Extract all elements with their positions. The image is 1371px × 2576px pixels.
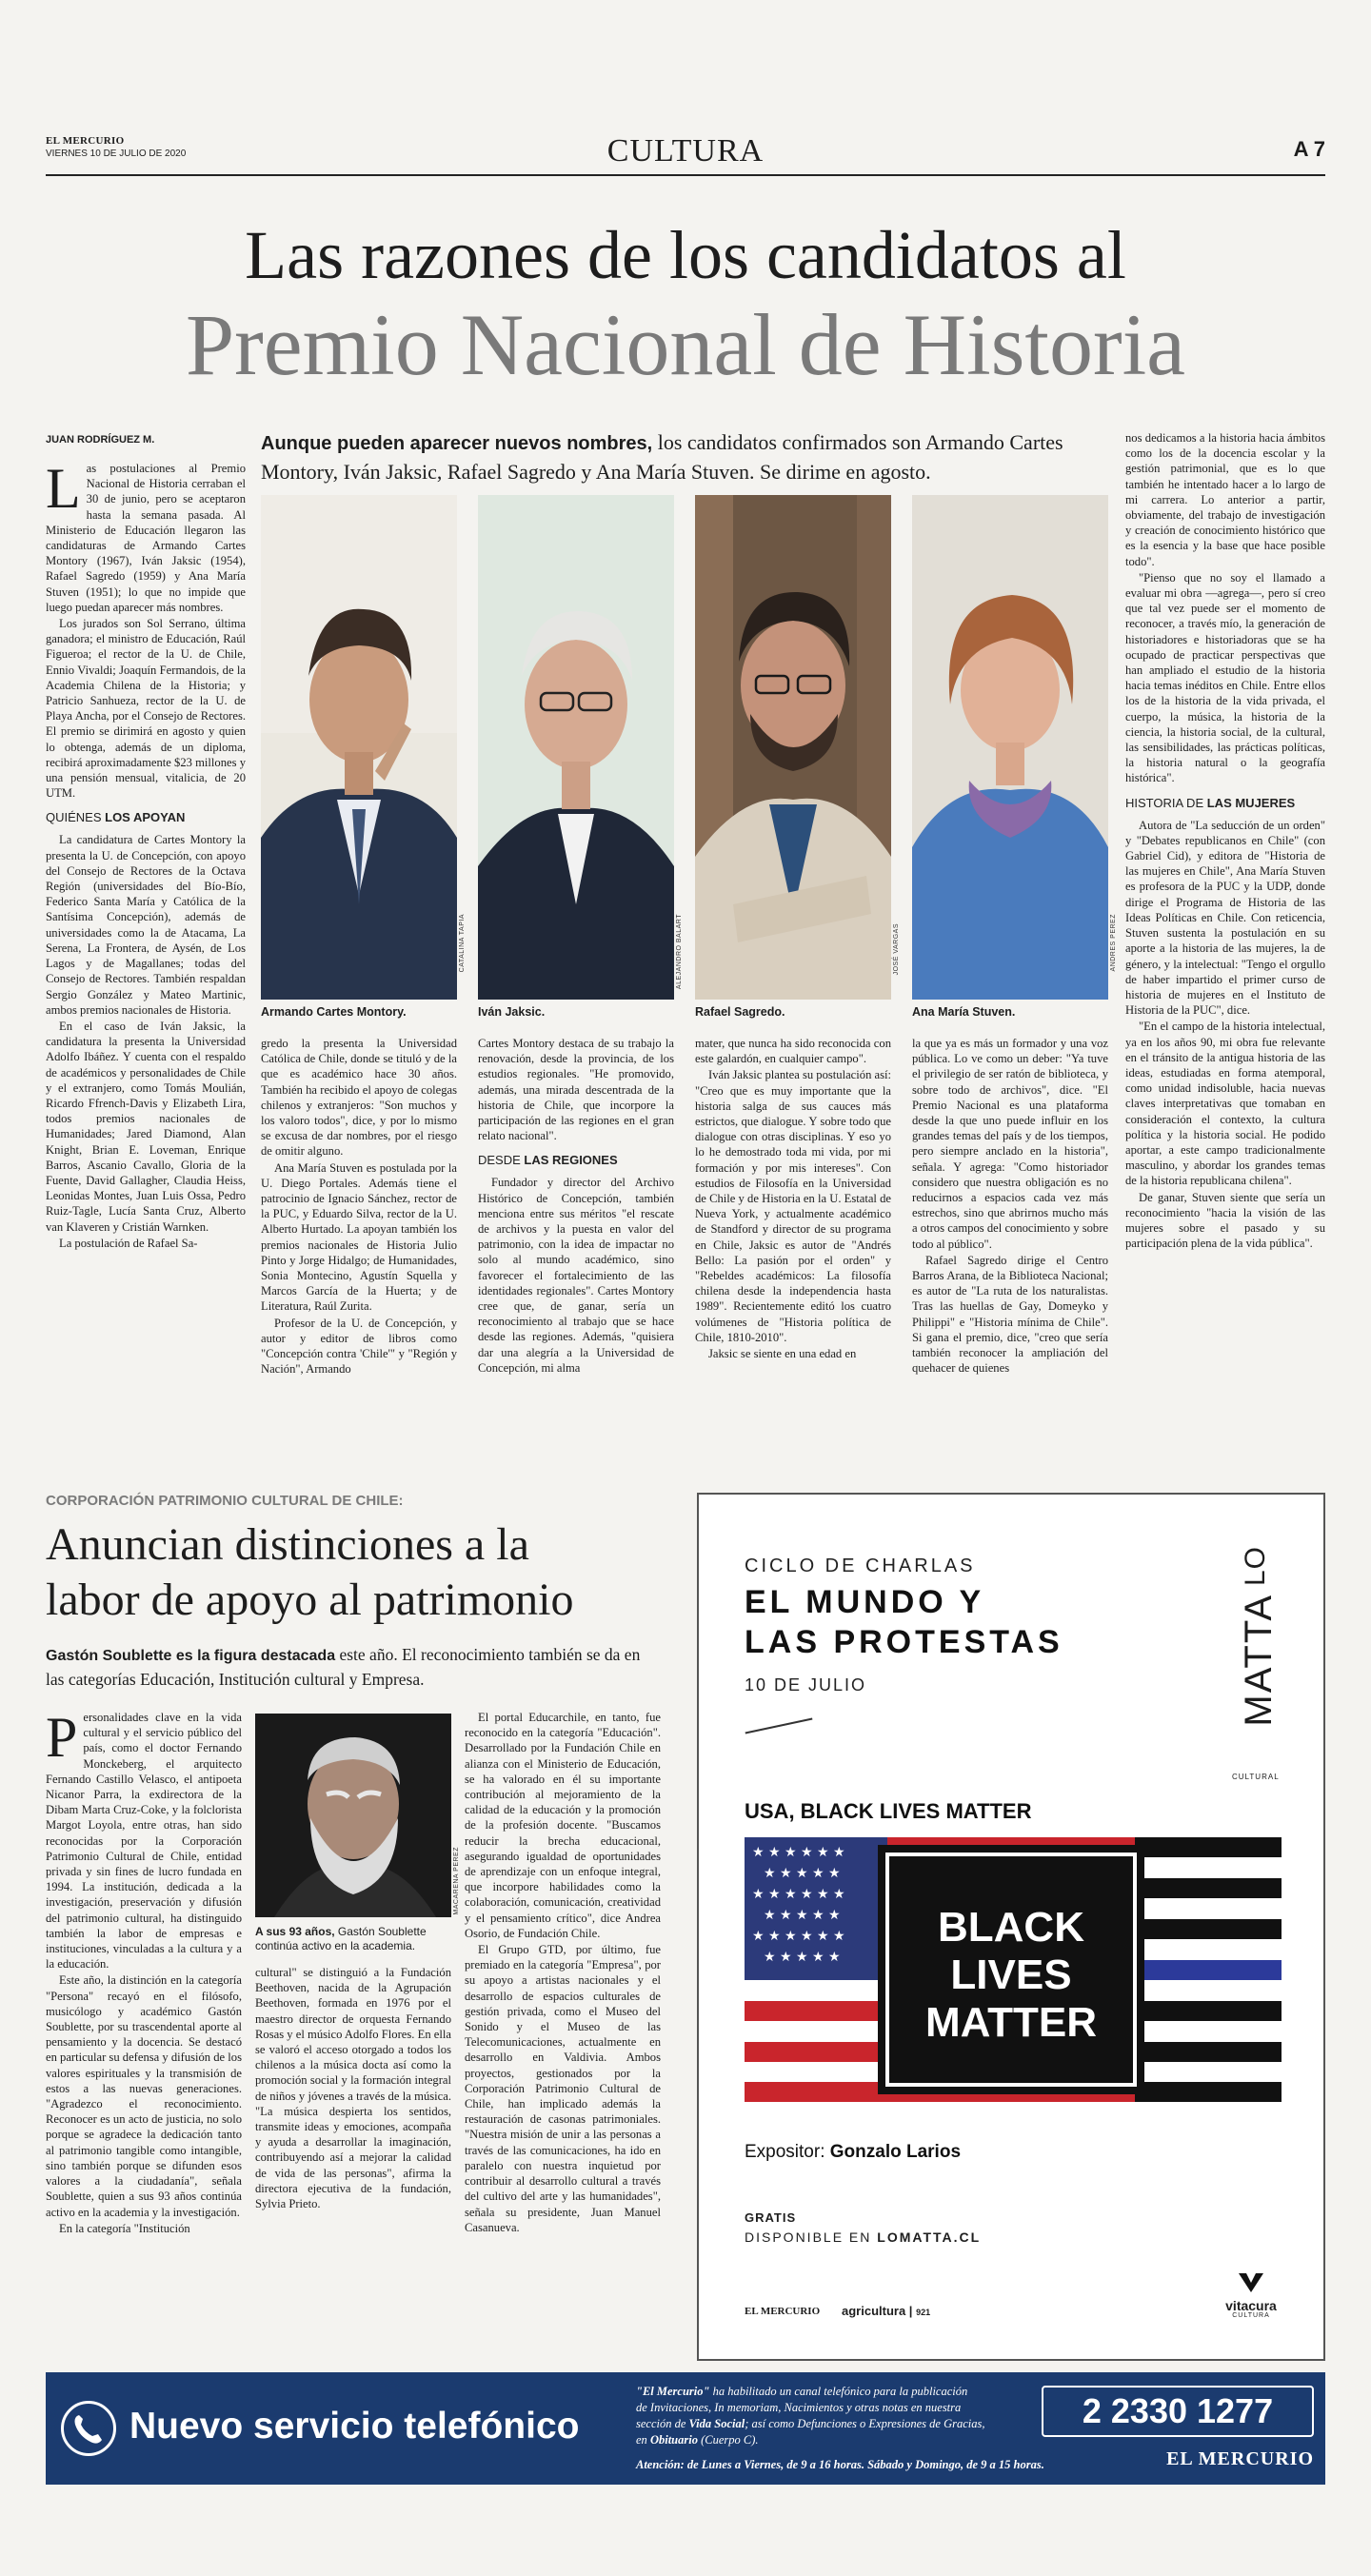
ad-title-2: LAS PROTESTAS xyxy=(745,1624,1063,1660)
main-col1-p4: En el caso de Iván Jaksic, la candidatura la presenta la Universidad Adolfo Ibáñez. Y cuenta con el respaldo de académicos y personalidades de Chile y el extranjero, como Tomás Moulián, Ricardo Ffrench-Davis y Elizabeth Lira, todos premios nacionales de Humanidades; Jared Diamond, Alan Knight, Brian E. Loveman, Enrique Barros, Ascanio Cavallo, Gloria de la Fuente, David Gallagher, Claudia Heiss, Leonidas Montes, Juan Luis Ossa, Pedro Ruiz-Tagle, Lucía Santa Cruz, Alberto van Klaveren y Cristián Warnken. xyxy=(46,1019,246,1234)
lomatta-logo-cultural: CULTURAL xyxy=(1232,1773,1280,1781)
subhead-regiones-light: DESDE xyxy=(478,1153,525,1168)
svg-text:★ ★ ★ ★ ★: ★ ★ ★ ★ ★ xyxy=(764,1950,841,1965)
lomatta-logo-lo: LO xyxy=(1240,1546,1271,1587)
ad-site-link[interactable]: LOMATTA.CL xyxy=(877,2229,982,2245)
banner-text-3c: ; así como Defunciones o Expresiones de Gracias, xyxy=(745,2417,985,2430)
main-col5-p2: Rafael Sagredo dirige el Centro Barros Arana, de la Biblioteca Nacional; es autor de "La ruta de los naturalistas. Tras las huellas de Gay, Domeyko y Philippi" e "Historia mínima de Chile". Si gana el premio, dice, "creo que sería también reconocer la ampliación del quehacer de quienes xyxy=(912,1253,1108,1376)
vitacura-icon xyxy=(1237,2271,1265,2294)
banner-text xyxy=(636,2384,1083,2448)
photo-credit-stuven: ANDRES PEREZ xyxy=(1110,914,1117,972)
photo-soublette xyxy=(255,1714,451,1917)
main-dropcap: L xyxy=(46,461,81,520)
main-col1-p3: La candidatura de Cartes Montory la presenta la U. de Concepción, con apoyo del Consejo de Rectores de la Octava Región (universidades del Bío-Bío, Federico Santa María y Católica de la Santísima Concepción), además de universidades como la de Atacama, La Serena, La Frontera, de Aysén, de Los Lagos y de Magallanes; todas del Consejo de Rectores. También respaldan Sergio González y Mateo Martinic, ambos premios nacionales de Historia. xyxy=(46,833,246,1017)
main-col6-p4: "En el campo de la historia intelectual, ya en los años 90, mi obra fue relevante en el tránsito de la antigua historia de las ideas, estudiadas en forma atemporal, como unidad indisoluble, hacia nuevas claves interpretativas que tomaban en consideración el contexto, la cultura política y la historia social. He podido aportar, a este campo tradicionalmente masculino, y abordar los grandes temas de la historia republicana chilena". xyxy=(1125,1020,1325,1188)
blm-line-1: BLACK xyxy=(938,1904,1084,1951)
soublette-caption-rest: Gastón Soublette continúa activo en la academia. xyxy=(255,1925,427,1952)
main-headline-line-2: Premio Nacional de Historia xyxy=(185,296,1186,393)
svg-text:★ ★ ★ ★ ★: ★ ★ ★ ★ ★ xyxy=(764,1866,841,1881)
banner-text-vida-social: Vida Social xyxy=(688,2417,745,2430)
caption-stuven: Ana María Stuven. xyxy=(912,1005,1016,1019)
photo-jaksic xyxy=(478,495,674,1000)
ad-series: CICLO DE CHARLAS xyxy=(745,1556,976,1576)
photo-credit-sagredo: JOSÉ VARGAS xyxy=(893,923,900,976)
lomatta-logo-matta: MATTA xyxy=(1238,1594,1280,1727)
main-col6-p1: nos dedicamos a la historia hacia ámbitos como los de la docencia escolar y la gestión patrimonial, que es lo que también he intentado hacer a lo largo de mi carrera. Lo anterior a partir, obviamente, del trabajo de investigación y creación de conocimiento histórico que es la esencia y la base que hace posible todo". xyxy=(1125,431,1325,568)
page-number: A 7 xyxy=(1293,137,1325,161)
banner-text-obituario: Obituario xyxy=(649,2433,698,2447)
ad-date: 10 DE JULIO xyxy=(745,1675,867,1694)
banner-text-4c: (Cuerpo C). xyxy=(697,2433,759,2447)
main-col1-p5: La postulación de Rafael Sa- xyxy=(59,1236,198,1250)
main-col4-p1: mater, que nunca ha sido reconocida con este galardón, en cualquier campo". xyxy=(695,1037,891,1066)
main-deck-bold: Aunque pueden aparecer nuevos nombres, xyxy=(261,433,653,454)
lomatta-logo xyxy=(1221,1546,1287,1793)
svg-text:★ ★ ★ ★ ★ ★: ★ ★ ★ ★ ★ ★ xyxy=(752,1845,845,1860)
phone-service-banner[interactable] xyxy=(46,2372,1325,2485)
ad-available[interactable] xyxy=(745,2229,981,2245)
main-column-2 xyxy=(261,1036,457,1441)
photo-cartes xyxy=(261,495,457,1000)
main-column-5 xyxy=(912,1036,1108,1441)
masthead-rule xyxy=(46,174,1325,176)
main-col1-p1: as postulaciones al Premio Nacional de Historia cerraban el 30 de junio, pero se aceptaron hasta la semana pasada. Al Ministerio de Educación llegaron las candidaturas de Armando Cartes Montory (1967), Iván Jaksic (1954), Rafael Sagredo (1959) y Ana María Stuven (1951); lo que no impide que luego puedan aparecer más nombres. xyxy=(46,462,246,614)
paper-name: EL MERCURIO xyxy=(46,135,125,147)
byline: JUAN RODRÍGUEZ M. xyxy=(46,434,155,446)
banner-text-paper: "El Mercurio" xyxy=(636,2385,710,2398)
main-column-1 xyxy=(46,461,246,1441)
banner-text-4a: en xyxy=(636,2433,650,2447)
second-headline-line-2: labor de apoyo al patrimonio xyxy=(46,1575,574,1625)
ad-lomatta[interactable] xyxy=(697,1493,1325,2361)
second-deck-bold: Gastón Soublette es la figura destacada xyxy=(46,1648,336,1664)
ad-speaker xyxy=(745,2142,961,2163)
banner-brand: EL MERCURIO xyxy=(1166,2448,1314,2469)
main-deck xyxy=(261,428,1097,486)
ad-free: GRATIS xyxy=(745,2210,797,2225)
photo-stuven xyxy=(912,495,1108,1000)
second-column-3 xyxy=(465,1710,661,2414)
ad-title-1: EL MUNDO Y xyxy=(745,1584,985,1620)
second-c1-p1: ersonalidades clave en la vida cultural y el servicio público del país, como el doctor Fernando Monckeberg, el arquitecto Fernando Castillo Velasco, el antipoeta Nicanor Parra, la exdirectora de la Dibam Marta Cruz-Coke, y la folclorista Margot Loyola, entre otras, han sido reconocidas por la Corporación Patrimonio Cultural de Chile, entidad privada y sin fines de lucro fundada en 1994. La institución, dedicada a la investigación, preservación y difusión del patrimonio cultural, ha distinguido también la labor de empresas e instituciones, vinculadas a la cultura y a la educación. xyxy=(46,1711,242,1972)
banner-phone[interactable]: 2 2330 1277 xyxy=(1042,2386,1314,2437)
section-name: CULTURA xyxy=(606,133,765,168)
caption-sagredo: Rafael Sagredo. xyxy=(695,1005,785,1019)
sponsor-vitacura-sub: CULTURA xyxy=(1232,2312,1270,2319)
banner-text-line-2: de Invitaciones, In memoriam, Nacimientos y otras notas en nuestra xyxy=(636,2401,962,2414)
banner-text-1b: ha habilitado un canal telefónico para la publicación xyxy=(709,2385,968,2398)
main-headline-line-1: Las razones de los candidatos al xyxy=(245,217,1126,293)
phone-icon xyxy=(61,2401,116,2456)
sponsor-vitacura-name: vitacura xyxy=(1225,2298,1277,2313)
main-col6-p3: Autora de "La seducción de un orden" y "Debates republicanos en Chile" (con Gabriel Cid), y editora de "Historia de las mujeres en Chile", Ana María Stuven es profesora de la PUC y la UDP, donde dirige el Programa de Historia de las Ideas Políticas en Chile. Con reticencia, Stuven sustenta la postulación en su aporte a la historia de las mujeres, la de género, y la intelectual: "Tengo el orgullo de haber impartido el primer curso de historia de mujeres en el Instituto de Historia de la PUC", dice. xyxy=(1125,818,1325,1018)
blm-line-3: MATTER xyxy=(924,1999,1098,2046)
subhead-regiones-bold: LAS REGIONES xyxy=(524,1153,618,1168)
subhead-regiones xyxy=(478,1153,674,1167)
banner-text-line-3 xyxy=(636,2416,1083,2432)
second-column-1 xyxy=(46,1710,242,2414)
main-col2-p2: Ana María Stuven es postulada por la U. Diego Portales. Además tiene el patrocinio de Ignacio Sánchez, rector de la PUC, y Eduardo Silva, rector de la U. Alberto Hurtado. La apoyan también los premios nacionales de Historia Julio Pinto y Jorge Hidalgo; de Humanidades, Sonia Montecino, Agustín Squella y Marcos García de la Huerta; y de Literatura, Raúl Zurita. xyxy=(261,1160,457,1314)
banner-hours: Atención: de Lunes a Viernes, de 9 a 16 horas. Sábado y Domingo, de 9 a 15 horas. xyxy=(636,2458,1044,2471)
subhead-mujeres-light: HISTORIA DE xyxy=(1125,795,1207,810)
blm-flag-graphic xyxy=(745,1837,1282,2102)
photo-credit-cartes: CATALINA TAPIA xyxy=(459,914,466,973)
second-deck-rest: este año. El reconocimiento también se da en las categorías Educación, Institución cultural y Empresa. xyxy=(46,1645,641,1689)
banner-text-line-1 xyxy=(636,2384,1083,2400)
second-c3-p1: El portal Educarchile, en tanto, fue reconocido en la categoría "Educación". Desarrollado por la Fundación Chile en alianza con el Ministerio de Educación, se ha valorado en él su importante contribución al mejoramiento de la calidad de la educación y la promoción de la profesión docente. "Buscamos reducir la brecha educacional, asegurando igualdad de oportunidades de aprendizaje con un enfoque integral, que incorpore habilidades como la colaboración, comunicación, creatividad y el pensamiento crítico", dice Andrea Osorio, de Fundación Chile. xyxy=(465,1711,661,1940)
sponsor-agricultura-name: agricultura xyxy=(842,2304,906,2318)
ad-speaker-name: Gonzalo Larios xyxy=(829,2142,962,2162)
second-headline-line-1: Anuncian distinciones a la xyxy=(46,1519,529,1570)
caption-jaksic: Iván Jaksic. xyxy=(478,1005,546,1019)
sponsor-agricultura: agricultura | 921 xyxy=(842,2304,931,2318)
banner-text-line-4 xyxy=(636,2432,1083,2448)
second-c1-p3: En la categoría "Institución xyxy=(59,2221,190,2235)
second-deck xyxy=(46,1643,655,1692)
banner-text-3a: sección de xyxy=(636,2417,689,2430)
soublette-caption-bold: A sus 93 años, xyxy=(255,1925,335,1938)
second-kicker: CORPORACIÓN PATRIMONIO CULTURAL DE CHILE: xyxy=(46,1493,404,1509)
sponsor-el-mercurio: EL MERCURIO xyxy=(745,2306,821,2317)
subhead-quienes xyxy=(46,810,246,824)
svg-text:★ ★ ★ ★ ★ ★: ★ ★ ★ ★ ★ ★ xyxy=(752,1887,845,1902)
main-col5-p1: la que ya es más un formador y una voz pública. Lo ve como un deber: "Ya tuve el privilegio de ser ratón de biblioteca, y sobre todo de archivos", dice. "El Premio Nacional es una plataforma desde la que uno puede influir en los grandes temas del país y de los tiempos, pero siempre anclado en la historia", señala. Y agrega: "Como historiador considero que nuestra obligación es no reducirnos a espacios cada vez más estrechos, sino que abrirnos mucho más a otros campos del conocimiento y sobre todo al público". xyxy=(912,1037,1108,1251)
ad-divider-stroke xyxy=(745,1718,813,1734)
main-col3-p2: Fundador y director del Archivo Histórico de Concepción, también menciona entre sus méritos "el rescate de archivos y la puesta en valor del patrimonio, con la idea de impactar no solo al mundo académico, sino favorecer el fortalecimiento de las identidades regionales". Cartes Montory cree que, de ganar, sería un reconocimiento al trabajo que se hace desde las regiones. Además, "quisiera dar una alegría a la Universidad de Concepción, mi alma xyxy=(478,1176,674,1375)
main-col1-p2: Los jurados son Sol Serrano, última ganadora; el ministro de Educación, Raúl Figueroa; el rector de la U. de Chile, Ennio Vivaldi; Joaquín Fermandois, de la Academia Chilena de la Historia; y Patricio Sanhueza, rector de la U. de Playa Ancha, por el Consejo de Rectores. El premio se dirimirá en agosto y quien lo obtenga, además de un diploma, recibirá aproximadamente $23 millones y una pensión mensual, vitalicia, de 20 UTM. xyxy=(46,617,246,801)
second-column-2 xyxy=(255,1965,451,2414)
subhead-quienes-bold: LOS APOYAN xyxy=(105,810,186,825)
main-column-3 xyxy=(478,1036,674,1441)
blm-line-2: LIVES xyxy=(950,1952,1072,1998)
main-col2-p1: gredo la presenta la Universidad Católica de Chile, donde se tituló y de la que es académico hace 30 años. También ha recibido el apoyo de colegas chilenos y extranjeros: "Son muchos y los valoro todos", dice, y por lo mismo se excusa de dar nombres, por el riesgo de omitir alguno. xyxy=(261,1037,457,1159)
photo-sagredo xyxy=(695,495,891,1000)
ad-speaker-label: Expositor: xyxy=(745,2142,830,2162)
masthead xyxy=(46,133,1325,175)
main-col6-p2: "Pienso que no soy el llamado a evaluar mi obra —agrega—, pero sí creo que tal vez puede ser el momento de reconocer, a través mío, la generación de historiadores e historiadoras que se ha ocupado de practicar perspectivas que han ampliado el estudio de la historia hacia temas inéditos en Chile. Entre ellos los de la historia de la vida privada, el cuerpo, la música, la historia de la ciencia, la historia social, de la cultural, las sensibilidades, las prácticas políticas, la historia natural o la geografía histórica". xyxy=(1125,570,1325,785)
main-col6-p5: De ganar, Stuven siente que sería un reconocimiento "hacia la visión de las mujeres sobre el pasado y su participación plena de la vida pública". xyxy=(1125,1190,1325,1251)
main-col2-p3: Profesor de la U. de Concepción, y autor y editor de libros como "Concepción contra 'Chile'" y "Región y Nación", Armando xyxy=(261,1316,457,1377)
banner-title: Nuevo servicio telefónico xyxy=(129,2406,580,2447)
svg-text:★ ★ ★ ★ ★ ★: ★ ★ ★ ★ ★ ★ xyxy=(752,1929,845,1944)
main-deck-rest: los candidatos confirmados son Armando Cartes Montory, Iván Jaksic, Rafael Sagredo y Ana María Stuven. Se dirime en agosto. xyxy=(261,430,1063,484)
main-column-4 xyxy=(695,1036,891,1441)
sponsor-agricultura-freq: 921 xyxy=(916,2308,931,2317)
ad-available-label: DISPONIBLE EN xyxy=(745,2229,878,2245)
ad-talk-title: USA, BLACK LIVES MATTER xyxy=(745,1799,1032,1823)
photo-credit-soublette: MACARENA PEREZ xyxy=(453,1847,460,1915)
second-c3-p2: El Grupo GTD, por último, fue premiado en la categoría "Empresa", por su apoyo a artistas nacionales y el desarrollo de espacios culturales de gestión privada, como el Museo del Sonido y el Museo de las Telecomunicaciones, actualmente en desarrollo en Valdivia. Ambos proyectos, gestionados por la Corporación Patrimonio Cultural de Chile, han implicado además la restauración de casonas patrimoniales. "Nuestra misión de unir a las personas a través de las comunicaciones, ha ido en paralelo con nuestra inquietud por contribuir al desarrollo cultural a través del cultivo del arte y las humanidades", señala su presidente, Juan Manuel Casanueva. xyxy=(465,1943,661,2234)
svg-text:★ ★ ★ ★ ★: ★ ★ ★ ★ ★ xyxy=(764,1908,841,1923)
subhead-mujeres-bold: LAS MUJERES xyxy=(1206,795,1296,810)
subhead-mujeres xyxy=(1125,796,1325,810)
second-dropcap: P xyxy=(46,1710,78,1769)
photo-credit-jaksic: ALEJANDRO BALART xyxy=(676,914,683,990)
soublette-caption xyxy=(255,1925,455,1953)
main-col4-p2: Iván Jaksic plantea su postulación así: "Creo que es muy importante que la historia salga de sus cauces más estrictos, que dialogue. Y sobre todo que dialogue con otras disciplinas. Y eso yo lo he demostrado toda mi vida, por mi formación y por mis intereses". Con estudios de Filosofía en la Universidad de Chile y de Historia en la U. Estatal de Nueva York, y actualmente académico de Standford y director de su programa en Chile, Jaksic es autor de "Andrés Bello: La pasión por el orden" y "Rebeldes académicos: La filosofía chilena desde la independencia hasta 1989". Recientemente editó los cuatro volúmenes de "Historia política de Chile, 1810-2010". xyxy=(695,1068,891,1344)
issue-date: VIERNES 10 DE JULIO DE 2020 xyxy=(46,149,187,159)
caption-cartes: Armando Cartes Montory. xyxy=(261,1005,407,1019)
main-col4-p3: Jaksic se siente en una edad en xyxy=(708,1347,857,1361)
second-c2-p1: cultural" se distinguió a la Fundación Beethoven, nacida de la Agrupación Beethoven, formada en 1976 por el maestro director de orquesta Fernando Rosas y el músico Adolfo Flores. En ella se valoró el acceso otorgado a todos los chilenos a la música docta así como la promoción social y la formación integral de niños y jóvenes a través de la música. "La música despierta los sentidos, transmite ideas y emociones, acompaña y ayuda a desarrollar la imaginación, contribuyendo así a mejorar la calidad de vida de las personas", afirma la directora ejecutiva de la fundación, Sylvia Prieto. xyxy=(255,1966,451,2211)
subhead-quienes-light: QUIÉNES xyxy=(46,810,106,825)
sponsor-vitacura xyxy=(1213,2271,1289,2319)
main-col3-p1: Cartes Montory destaca de su trabajo la renovación, desde la provincia, de los estudios regionales. "He promovido, además, una mirada descentrada de la historia de Chile, que incorpore la participación de las regiones en el gran relato nacional". xyxy=(478,1037,674,1143)
second-c1-p2: Este año, la distinción en la categoría "Persona" recayó en el filósofo, musicólogo y académico Gastón Soublette, por su trascendental aporte al pensamiento y la docencia. Se destacó en particular su defensa y difusión de los valores espirituales y la transmisión de estos a las nuevas generaciones. "Agradezco el reconocimiento. Reconocer es un acto de justicia, no solo porque se agradece la dedicación tanto al patrimonio tangible como intangible, sino también porque se difunden esos valores a la ciudadanía", señala Soublette, quien a sus 93 años continúa activo en la academia y la investigación. xyxy=(46,1973,242,2219)
main-column-6 xyxy=(1125,430,1325,1441)
